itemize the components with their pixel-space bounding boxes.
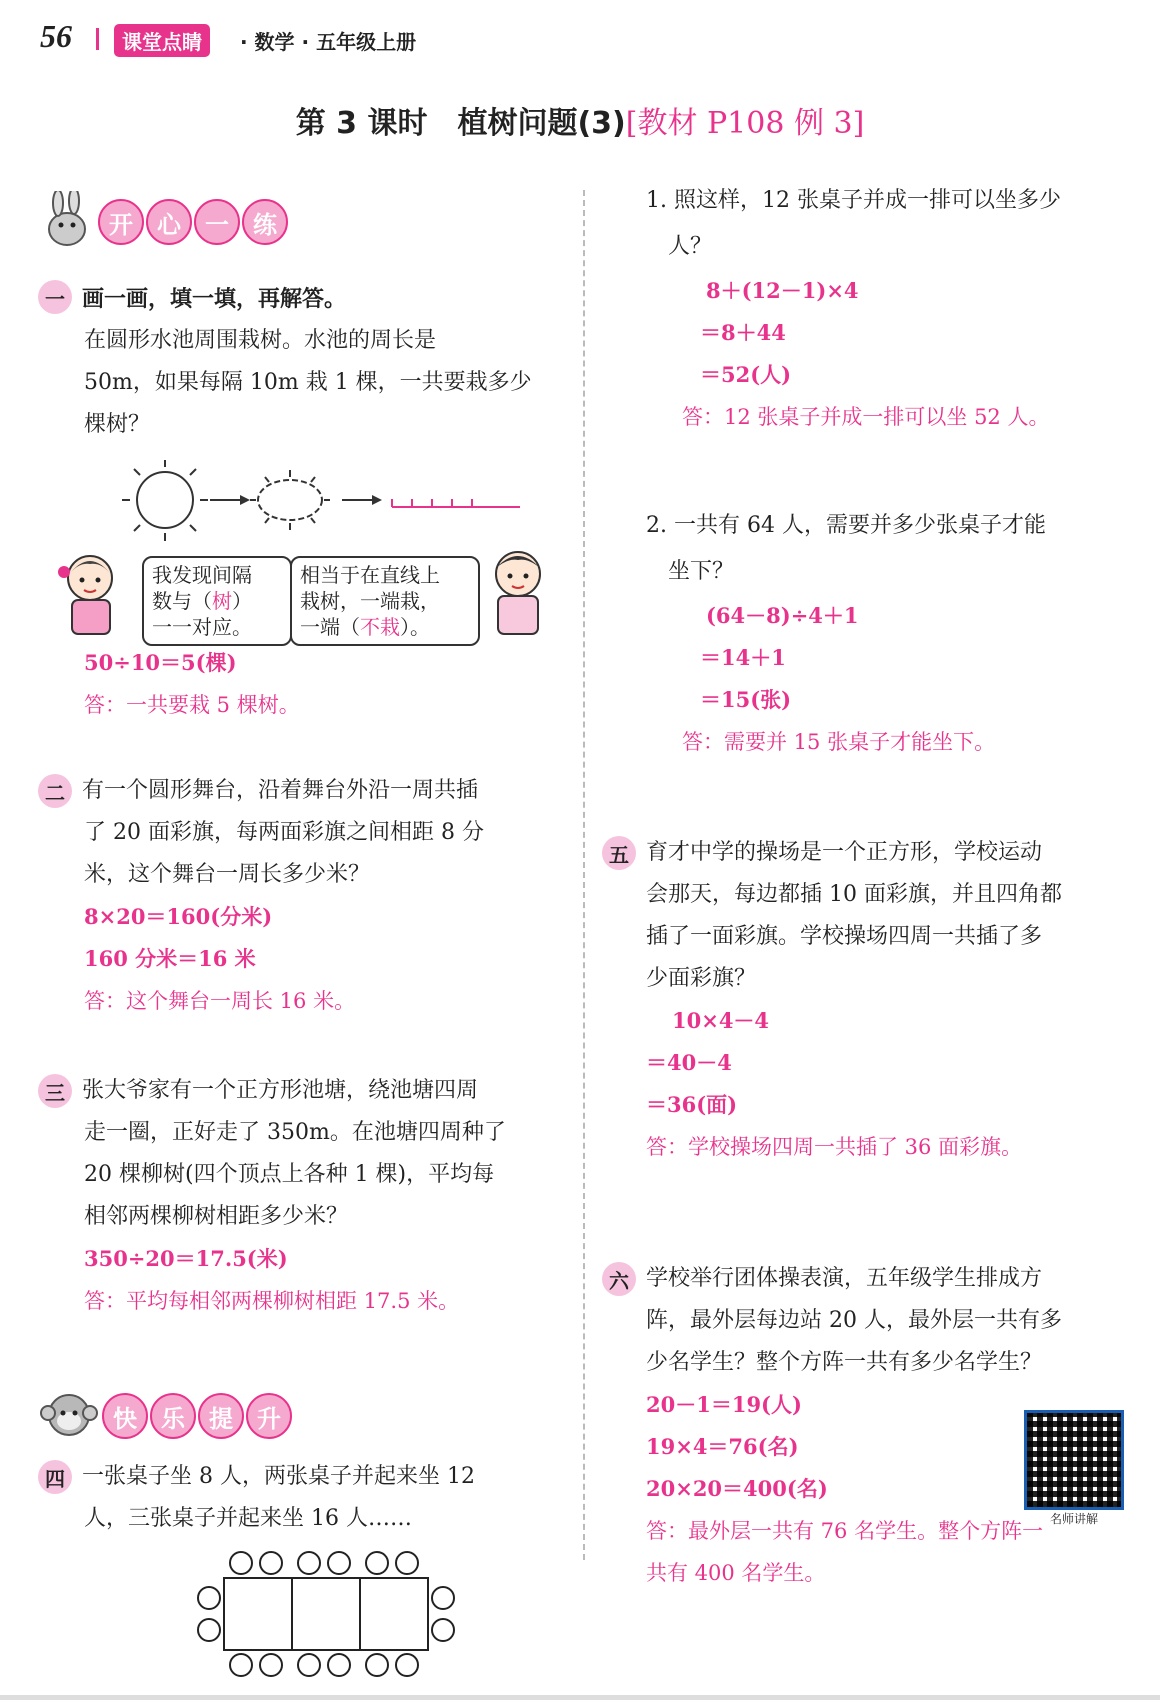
bubble-text: 栽树，一端栽， [300, 589, 440, 613]
section-banner-improve [36, 1392, 294, 1440]
question-number: 一 [38, 280, 72, 314]
question-text: 人？ [646, 234, 713, 259]
circle-to-line-diagram [110, 455, 530, 550]
lesson-title [0, 98, 1160, 142]
monkey-mascot-icon [36, 1385, 102, 1447]
bubble-text: 相当于在直线上 [300, 563, 440, 587]
question-2 [38, 770, 568, 1022]
banner-char: 练 [242, 199, 288, 245]
question-text: 坐下？ [646, 559, 735, 584]
question-text: 育才中学的操场是一个正方形，学校运动 [646, 840, 1043, 865]
lesson-title-main: 第 3 课时 植树问题(3) [295, 106, 626, 141]
question-text: 插了一面彩旗。学校操场四周一共插了多 [646, 924, 1043, 949]
answer-line: 50÷10＝5(棵) [84, 650, 237, 675]
answer-1 [84, 642, 300, 726]
answer-line: 350÷20＝17.5(米) [84, 1246, 288, 1271]
question-text: 走一圈，正好走了 350m。在池塘四周种了 [84, 1120, 506, 1145]
subject-label: · 数学 · 五年级上册 [240, 30, 417, 54]
banner-char: 一 [194, 199, 240, 245]
question-text: 张大爷家有一个正方形池塘，绕池塘四周 [82, 1078, 479, 1103]
question-number: 六 [602, 1262, 636, 1296]
answer-line: ＝14＋1 [700, 645, 786, 670]
question-heading: 画一画，填一填，再解答。 [82, 286, 347, 312]
answer-note: 答：这个舞台一周长 16 米。 [84, 989, 356, 1013]
girl-character-icon [50, 548, 134, 638]
answer-note: 答：平均每相邻两棵柳树相距 17.5 米。 [84, 1289, 460, 1313]
answer-line: ＝52(人) [700, 362, 792, 387]
question-5 [602, 832, 1132, 1168]
question-text: 50m，如果每隔 10m 栽 1 棵，一共要栽多少 [84, 370, 532, 395]
question-text: 相邻两棵柳树相距多少米？ [84, 1204, 349, 1229]
answer-line: 160 分米＝16 米 [84, 946, 256, 971]
question-text: 棵树？ [84, 412, 151, 437]
bubble-text: ） [232, 589, 252, 613]
answer-line: 8＋(12－1)×4 [706, 278, 859, 303]
question-number: 五 [602, 836, 636, 870]
question-text: 1. 照这样，12 张桌子并成一排可以坐多少 [646, 188, 1061, 213]
answer-line: 20－1＝19(人) [646, 1392, 802, 1417]
bubble-fill-answer: 不栽 [360, 615, 400, 639]
question-text: 阵，最外层每边站 20 人，最外层一共有多 [646, 1308, 1062, 1333]
question-number: 二 [38, 774, 72, 808]
boy-character-icon [478, 544, 558, 638]
speech-bubble-left [142, 556, 292, 646]
page-number: 56 [40, 18, 72, 54]
question-text: 了 20 面彩旗，每两面彩旗之间相距 8 分 [84, 820, 484, 845]
section-banner-practice [36, 198, 290, 246]
question-text: 在圆形水池周围栽树。水池的周长是 [84, 328, 437, 353]
question-1 [38, 280, 568, 446]
bubble-text: 一端（ [300, 615, 360, 639]
banner-char: 心 [146, 199, 192, 245]
question-text: 少名学生？整个方阵一共有多少名学生？ [646, 1350, 1043, 1375]
question-text: 学校举行团体操表演，五年级学生排成方 [646, 1266, 1043, 1291]
page-bottom-edge [0, 1695, 1160, 1700]
question-text: 2. 一共有 64 人，需要并多少张桌子才能 [646, 513, 1046, 538]
tables-seating-diagram [196, 1548, 456, 1680]
answer-line: ＝15(张) [700, 687, 792, 712]
answer-note: 答：需要并 15 张桌子才能坐下。 [682, 730, 996, 754]
answer-line: ＝36(面) [646, 1092, 738, 1117]
question-text: 有一个圆形舞台，沿着舞台外沿一周共插 [82, 778, 479, 803]
question-3 [38, 1070, 568, 1322]
bubble-text: 数与（ [152, 589, 212, 613]
answer-note: 共有 400 名学生。 [646, 1561, 826, 1585]
bubble-fill-answer: 树 [212, 589, 232, 613]
question-text: 20 棵柳树(四个顶点上各种 1 棵)，平均每 [84, 1162, 495, 1187]
banner-char: 开 [98, 199, 144, 245]
qr-code-icon[interactable] [1024, 1410, 1124, 1510]
answer-note: 答：学校操场四周一共插了 36 面彩旗。 [646, 1135, 1023, 1159]
question-number: 三 [38, 1074, 72, 1108]
answer-line: 8×20＝160(分米) [84, 904, 273, 929]
question-text: 会那天，每边都插 10 面彩旗，并且四角都 [646, 882, 1062, 907]
qr-caption: 名师讲解 [1049, 1512, 1098, 1526]
answer-note: 答：最外层一共有 76 名学生。整个方阵一 [646, 1519, 1044, 1543]
question-number: 四 [38, 1460, 72, 1494]
banner-char: 提 [198, 1393, 244, 1439]
speech-bubble-right [290, 556, 480, 646]
bubble-text: 一一对应。 [152, 615, 252, 639]
question-text: 米，这个舞台一周长多少米？ [84, 862, 371, 887]
question-text: 人，三张桌子并起来坐 16 人…… [84, 1506, 412, 1531]
answer-line: 10×4－4 [672, 1008, 770, 1033]
brand-badge: 课堂点睛 [114, 24, 210, 57]
textbook-ref: [教材 P108 例 3] [625, 106, 865, 141]
section-title-improve [102, 1393, 294, 1439]
banner-char: 升 [246, 1393, 292, 1439]
question-4-1 [646, 180, 1126, 438]
rabbit-mascot-icon [36, 191, 98, 253]
answer-line: (64－8)÷4＋1 [706, 603, 859, 628]
answer-line: 20×20＝400(名) [646, 1476, 828, 1501]
banner-char: 快 [102, 1393, 148, 1439]
question-text: 一张桌子坐 8 人，两张桌子并起来坐 12 [82, 1464, 475, 1489]
answer-note: 答：一共要栽 5 棵树。 [84, 693, 300, 717]
answer-note: 答：12 张桌子并成一排可以坐 52 人。 [682, 405, 1050, 429]
bubble-text: ）。 [400, 615, 430, 639]
answer-line: 19×4＝76(名) [646, 1434, 799, 1459]
header-divider [96, 28, 99, 50]
bubble-text: 我发现间隔 [152, 563, 252, 587]
qr-code-block[interactable] [1024, 1410, 1124, 1527]
column-divider [583, 190, 585, 1560]
answer-line: ＝40－4 [646, 1050, 732, 1075]
question-text: 少面彩旗？ [646, 966, 757, 991]
banner-char: 乐 [150, 1393, 196, 1439]
question-4 [38, 1456, 568, 1540]
answer-line: ＝8＋44 [700, 320, 786, 345]
section-title-practice [98, 199, 290, 245]
question-4-2 [646, 505, 1126, 763]
